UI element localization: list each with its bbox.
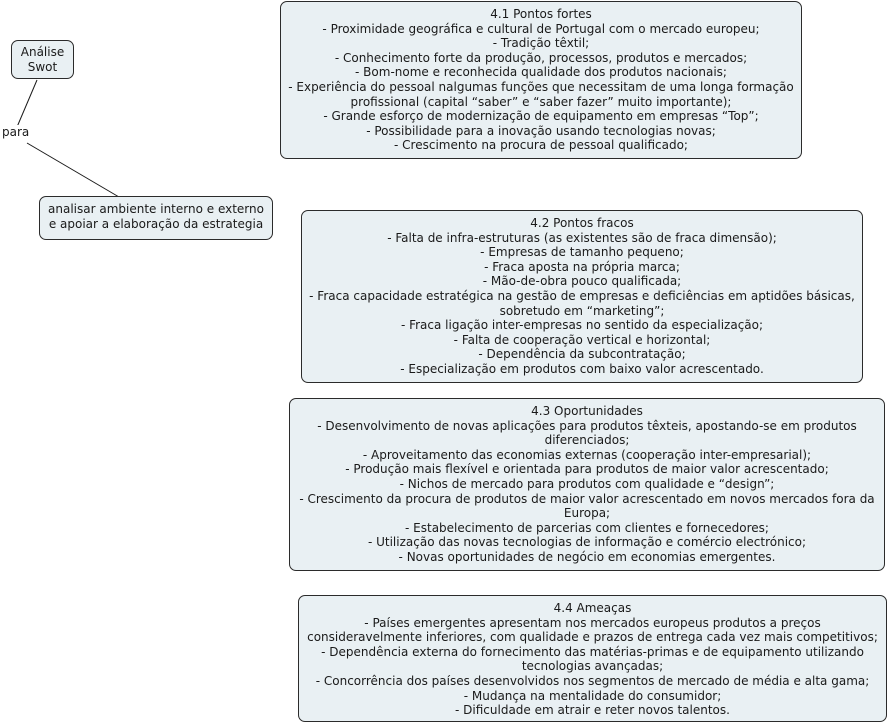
box-title: 4.3 Oportunidades — [531, 404, 643, 418]
box-line: - Dificuldade em atrair e reter novos talentos. — [455, 703, 730, 718]
box-line: - Concorrência dos países desenvolvidos nos segmentos de mercado de média e alta gama; — [315, 673, 870, 688]
box-line: - Falta de cooperação vertical e horizontal; — [453, 332, 711, 347]
box-line: - Dependência da subcontratação; — [478, 347, 686, 362]
connector-line-label-to-purpose — [27, 143, 119, 197]
connector-label: para — [2, 125, 30, 139]
box-title: 4.4 Ameaças — [553, 601, 632, 615]
box-line: - Tradição têxtil; — [492, 36, 590, 51]
box-line: tecnologias avançadas; — [521, 659, 664, 674]
box-line: - Utilização das novas tecnologias de informação e comércio electrónico; — [367, 535, 807, 550]
box-line: - Fraca aposta na própria marca; — [484, 259, 680, 274]
box-line: - Especialização em produtos com baixo valor acrescentado. — [400, 361, 764, 376]
box-line: - Fraca ligação inter-empresas no sentido da especialização; — [400, 318, 764, 333]
box-line: - Aproveitamento das economias externas (cooperação inter-empresarial); — [362, 447, 812, 462]
swot-box-strengths[interactable] — [280, 1, 802, 159]
box-line: - Produção mais flexível e orientada para produtos de maior valor acrescentado; — [345, 462, 829, 477]
root-node-analise-swot[interactable] — [11, 40, 74, 79]
box-line: - Experiência do pessoal nalgumas funções que necessitam de uma longa formação — [288, 79, 794, 94]
swot-box-threats[interactable] — [298, 595, 887, 722]
box-line: - Bom-nome e reconhecida qualidade dos produtos nacionais; — [355, 65, 727, 80]
box-line: - Nichos de mercado para produtos com qualidade e “design”; — [399, 476, 775, 491]
purpose-node[interactable] — [39, 196, 273, 240]
box-line: - Possibilidade para a inovação usando tecnologias novas; — [366, 123, 716, 138]
root-node-line: Swot — [27, 59, 58, 74]
box-line: profissional (capital “saber” e “saber fazer” muito importante); — [350, 94, 732, 109]
box-line: diferenciados; — [544, 433, 630, 448]
root-node-line: Análise — [20, 45, 65, 59]
box-line: - Conhecimento forte da produção, processos, produtos e mercados; — [334, 50, 748, 65]
purpose-node-line: e apoiar a elaboração da estrategia — [48, 216, 264, 231]
box-line: - Grande esforço de modernização de equipamento em empresas “Top”; — [323, 109, 759, 124]
box-line: consideravelmente inferiores, com qualidade e prazos de entrega cada vez mais competitivos; — [307, 630, 878, 645]
box-line: Europa; — [563, 506, 611, 521]
box-line: - Estabelecimento de parcerias com clientes e fornecedores; — [405, 520, 769, 535]
box-line: - Proximidade geográfica e cultural de Portugal com o mercado europeu; — [322, 21, 760, 36]
box-title: 4.1 Pontos fortes — [490, 7, 592, 21]
box-line: - Mudança na mentalidade do consumidor; — [463, 688, 722, 703]
swot-box-opportunities[interactable] — [289, 398, 885, 571]
box-line: - Desenvolvimento de novas aplicações para produtos têxteis, apostando-se em produtos — [317, 418, 857, 433]
box-line: - Dependência externa do fornecimento das matérias-primas e de equipamento utilizando — [321, 644, 864, 659]
box-line: - Novas oportunidades de negócio em economias emergentes. — [398, 549, 776, 564]
box-line: - Empresas de tamanho pequeno; — [480, 245, 684, 260]
box-line: - Países emergentes apresentam nos mercados europeus produtos a preços — [364, 615, 821, 630]
swot-box-weaknesses[interactable] — [301, 210, 863, 383]
box-title: 4.2 Pontos fracos — [530, 216, 634, 230]
box-line: - Crescimento na procura de pessoal qualificado; — [394, 138, 688, 153]
box-line: - Fraca capacidade estratégica na gestão de empresas e deficiências em aptidões básicas, — [309, 288, 855, 303]
box-line: sobretudo em “marketing”; — [499, 303, 665, 318]
box-line: - Mão-de-obra pouco qualificada; — [482, 274, 682, 289]
box-line: - Crescimento da procura de produtos de maior valor acrescentado em novos mercados fora da — [299, 491, 875, 506]
connector-line-root-to-label — [17, 80, 37, 127]
purpose-node-line: analisar ambiente interno e externo — [48, 202, 264, 216]
box-line: - Falta de infra-estruturas (as existentes são de fraca dimensão); — [387, 230, 777, 245]
